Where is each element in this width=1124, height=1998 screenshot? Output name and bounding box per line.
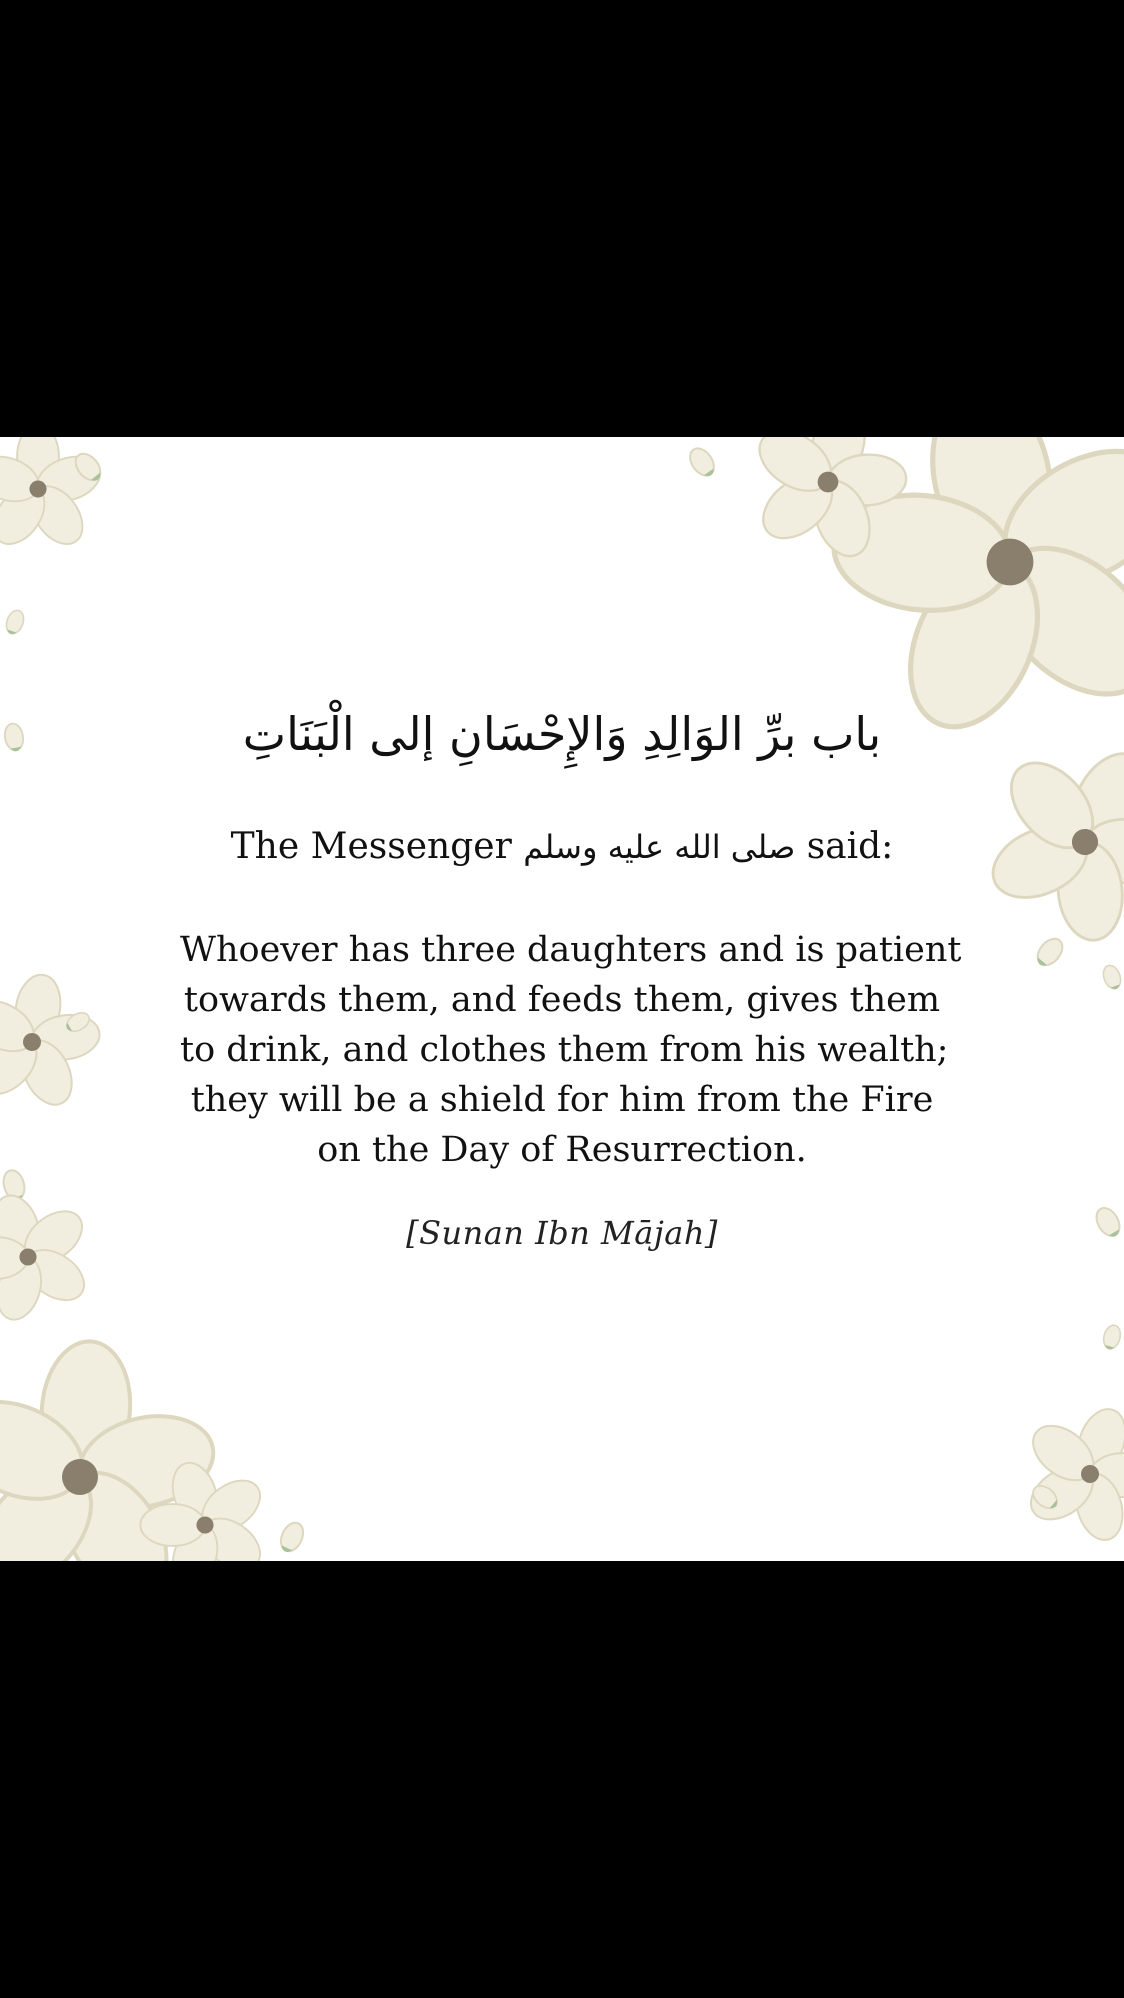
hadith-content (0, 437, 1124, 1561)
salawat-text: صلى الله عليه وسلم (523, 828, 796, 866)
hadith-card (0, 437, 1124, 1561)
letterbox-bottom (0, 1561, 1124, 1998)
letterbox-top (0, 0, 1124, 437)
hadith-text (180, 925, 962, 1175)
hadith-source: [Sunan Ibn Mājah] (406, 1214, 718, 1252)
intro-suffix: said: (806, 826, 894, 867)
arabic-chapter-title: باب برِّ الوَالِدِ وَالإِحْسَانِ إلى الْبَنَاتِ (242, 707, 882, 761)
hadith-line: on the Day of Resurrection. (317, 1130, 807, 1170)
narration-intro (0, 824, 1124, 871)
intro-prefix: The Messenger (230, 826, 512, 867)
hadith-line: to drink, and clothes them from his wealth; (180, 1030, 949, 1070)
hadith-line: they will be a shield for him from the Fire (190, 1080, 934, 1120)
hadith-line: Whoever has three daughters and is patient (180, 930, 962, 970)
hadith-line: towards them, and feeds them, gives them (183, 980, 941, 1020)
